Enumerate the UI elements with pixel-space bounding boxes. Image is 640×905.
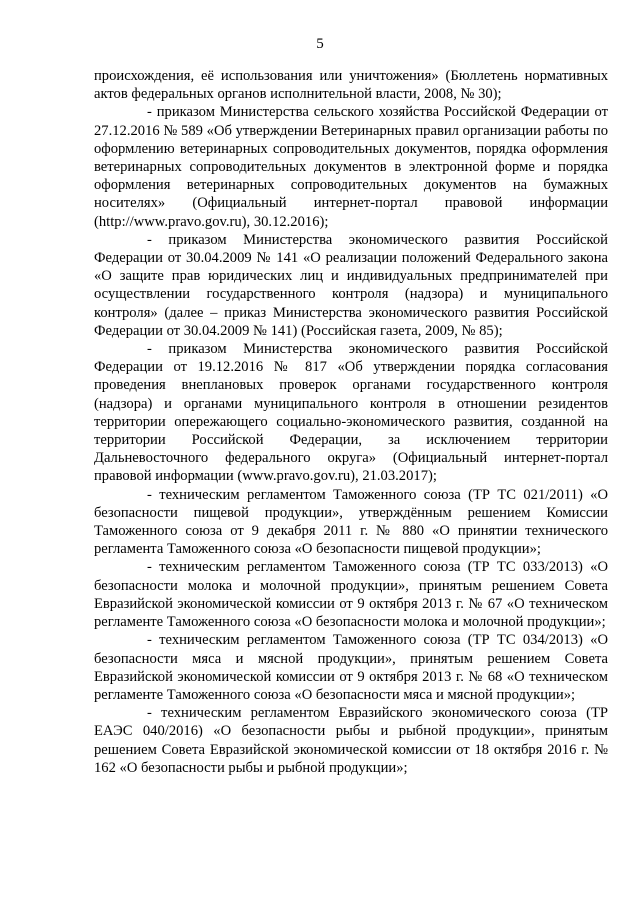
paragraph-list-item: - техническим регламентом Евразийского экономического союза (ТР ЕАЭС 040/2016) «О безопасности рыбы и рыбной продукции», принятым решением Совета Евразийской экономической комиссии от 18 октября 2016 г. № 162 «О безопасности рыбы и рыбной продукции»;	[94, 705, 608, 776]
page-number: 5	[316, 36, 324, 52]
paragraph-continuation: происхождения, её использования или уничтожения» (Бюллетень нормативных актов федеральных органов исполнительной власти, 2008, № 30);	[94, 68, 608, 103]
paragraph-list-item: - приказом Министерства экономического развития Российской Федерации от 30.04.2009 № 141 «О реализации положений Федерального закона «О защите прав юридических лиц и индивидуальных предпринимателей при осуществлении государственного контроля (надзора) и муниципального контроля» (далее – приказ Министерства экономического развития Российской Федерации от 30.04.2009 № 141) (Российская газета, 2009, № 85);	[94, 231, 608, 339]
document-body	[94, 67, 608, 777]
paragraph-list-item: - техническим регламентом Таможенного союза (ТР ТС 033/2013) «О безопасности молока и молочной продукции», принятым решением Совета Евразийской экономической комиссии от 9 октября 2013 г. № 67 «О техническом регламенте Таможенного союза «О безопасности молока и молочной продукции»;	[94, 559, 608, 631]
paragraph-list-item: - техническим регламентом Таможенного союза (ТР ТС 034/2013) «О безопасности мяса и мясной продукции», принятым решением Совета Евразийской экономической комиссии от 9 октября 2013 г. № 68 «О техническом регламенте Таможенного союза «О безопасности мяса и мясной продукции»;	[94, 632, 608, 703]
paragraph-list-item: - техническим регламентом Таможенного союза (ТР ТС 021/2011) «О безопасности пищевой продукции», утверждённым решением Комиссии Таможенного союза от 9 декабря 2011 г. № 880 «О принятии технического регламента Таможенного союза «О безопасности пищевой продукции»;	[94, 486, 608, 558]
paragraph-list-item: - приказом Министерства сельского хозяйства Российской Федерации от 27.12.2016 № 589 «Об утверждении Ветеринарных правил организации работы по оформлению ветеринарных сопроводительных документов, порядка оформления ветеринарных сопроводительных документов в электронной форме и порядка оформления ветеринарных сопроводительных документов на бумажных носителях» (Официальный интернет-портал правовой информации (http://www.pravo.gov.ru), 30.12.2016);	[94, 104, 608, 230]
paragraph-list-item: - приказом Министерства экономического развития Российской Федерации от 19.12.2016 № 817 «Об утверждении порядка согласования проведения внеплановых проверок органами государственного контроля (надзора) и органами муниципального контроля в отношении резидентов территории опережающего социально-экономического развития, созданной на территории Российской Федерации, за исключением территории Дальневосточного федерального округа» (Официальный интернет-портал правовой информации (www.pravo.gov.ru), 21.03.2017);	[94, 341, 608, 485]
